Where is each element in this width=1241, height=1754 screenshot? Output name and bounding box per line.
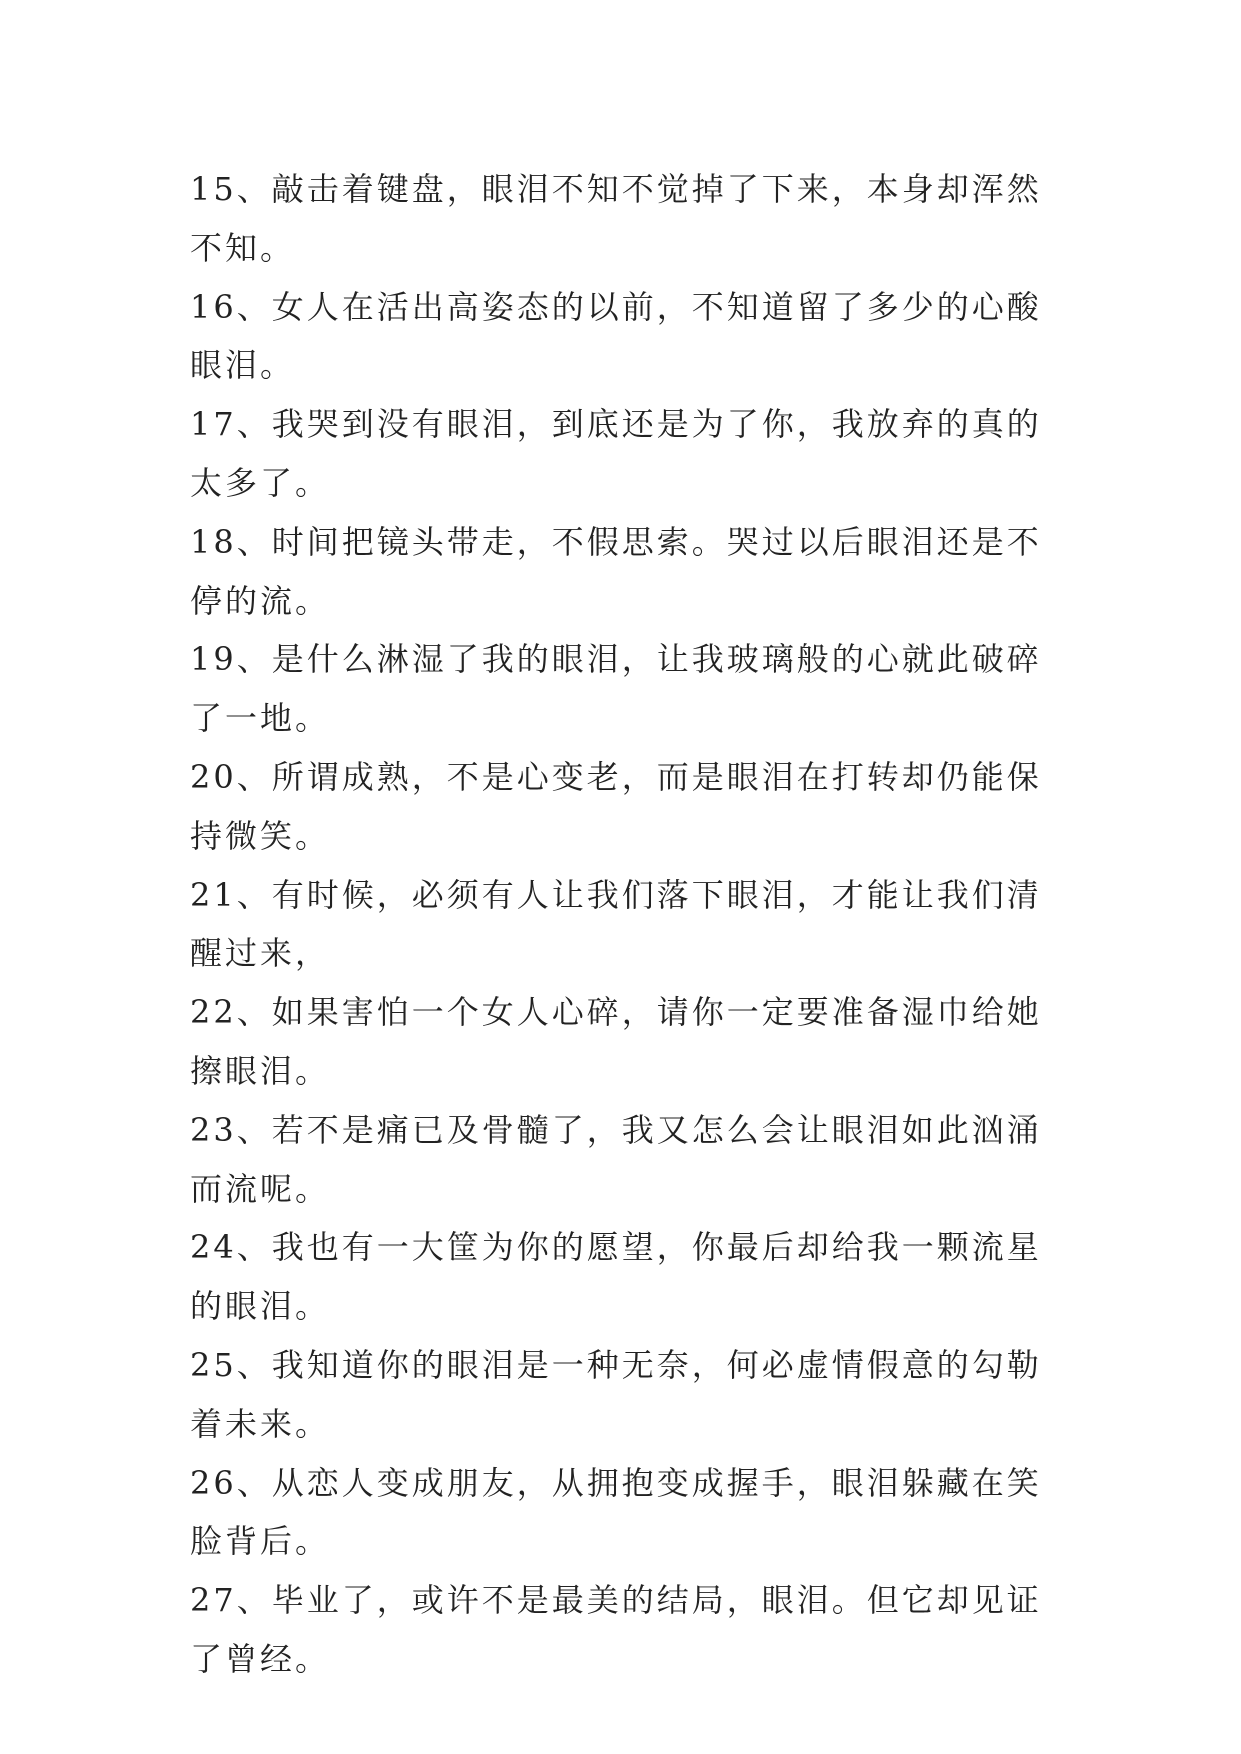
paragraph-26: 26、从恋人变成朋友，从拥抱变成握手，眼泪躲藏在笑脸背后。 bbox=[190, 1463, 1042, 1561]
paragraph-19: 19、是什么淋湿了我的眼泪，让我玻璃般的心就此破碎了一地。 bbox=[190, 640, 1042, 738]
paragraph-24: 24、我也有一大筐为你的愿望，你最后却给我一颗流星的眼泪。 bbox=[190, 1228, 1042, 1326]
paragraph-17: 17、我哭到没有眼泪，到底还是为了你，我放弃的真的太多了。 bbox=[190, 405, 1042, 502]
paragraph-18: 18、时间把镜头带走，不假思索。哭过以后眼泪还是不停的流。 bbox=[190, 522, 1042, 620]
paragraph-23: 23、若不是痛已及骨髓了，我又怎么会让眼泪如此汹涌而流呢。 bbox=[190, 1110, 1042, 1208]
paragraph-20: 20、所谓成熟，不是心变老，而是眼泪在打转却仍能保持微笑。 bbox=[190, 757, 1042, 855]
paragraph-16: 16、女人在活出高姿态的以前，不知道留了多少的心酸眼泪。 bbox=[190, 287, 1042, 385]
paragraph-22: 22、如果害怕一个女人心碎，请你一定要准备湿巾给她擦眼泪。 bbox=[190, 993, 1042, 1090]
paragraph-27: 27、毕业了，或许不是最美的结局，眼泪。但它却见证了曾经。 bbox=[190, 1581, 1042, 1678]
paragraph-15: 15、敲击着键盘，眼泪不知不觉掉了下来，本身却浑然不知。 bbox=[190, 170, 1042, 267]
document-body bbox=[190, 160, 1065, 1689]
paragraph-25: 25、我知道你的眼泪是一种无奈，何必虚情假意的勾勒着未来。 bbox=[190, 1345, 1042, 1443]
paragraph-21: 21、有时候，必须有人让我们落下眼泪，才能让我们清醒过来， bbox=[190, 875, 1042, 973]
